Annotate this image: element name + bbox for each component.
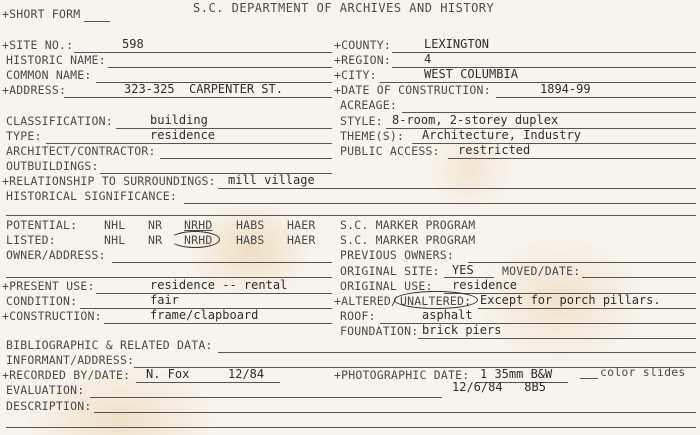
site-no-label: +SITE NO.: xyxy=(2,38,74,52)
unaltered-label: UNALTERED: xyxy=(400,294,472,308)
potential-nr: NR xyxy=(148,218,163,232)
potential-nrhd: NRHD xyxy=(184,218,213,232)
date-value: 1894-99 xyxy=(540,82,591,96)
listed-haer: HAER xyxy=(287,233,316,247)
architect-label: ARCHITECT/CONTRACTOR: xyxy=(6,144,156,158)
date-label: +DATE OF CONSTRUCTION: xyxy=(334,83,491,97)
public-access-label: PUBLIC ACCESS: xyxy=(340,144,440,158)
address-label: +ADDRESS: xyxy=(2,83,67,97)
architect-line xyxy=(160,158,332,159)
region-label: +REGION: xyxy=(334,53,391,67)
informant-label: INFORMANT/ADDRESS: xyxy=(6,353,135,367)
listed-nhl: NHL xyxy=(104,233,126,247)
moved-line xyxy=(582,277,696,278)
altered-note: Except for porch pillars. xyxy=(480,293,661,307)
recorded-line xyxy=(136,382,280,383)
type-label: TYPE: xyxy=(6,129,42,143)
address-value: 323-325 CARPENTER ST. xyxy=(124,82,283,96)
construction-value: frame/clapboard xyxy=(150,308,259,322)
outbuildings-label: OUTBUILDINGS: xyxy=(6,159,99,173)
marker-program-2: S.C. MARKER PROGRAM xyxy=(340,233,476,247)
historical-significance-label: HISTORICAL SIGNIFICANCE: xyxy=(6,189,177,203)
photo-value: 1 35mm B&W xyxy=(480,367,553,381)
form-header: S.C. DEPARTMENT OF ARCHIVES AND HISTORY xyxy=(193,1,495,15)
bibliographic-line xyxy=(218,352,696,353)
altered-prefix: +ALTERED/ xyxy=(334,294,399,308)
altered-line xyxy=(478,308,696,309)
original-use-label: ORIGINAL USE: xyxy=(340,279,433,293)
short-form-line xyxy=(84,21,110,22)
county-label: +COUNTY: xyxy=(334,38,391,52)
photo-label: +PHOTOGRAPHIC DATE: xyxy=(334,368,470,382)
relationship-line xyxy=(218,188,696,189)
site-no-line xyxy=(74,52,332,53)
listed-nr: NR xyxy=(148,233,163,247)
style-label: STYLE: xyxy=(340,114,383,128)
region-value: 4 xyxy=(424,52,432,66)
evaluation-line xyxy=(90,397,442,398)
public-access-line xyxy=(448,158,696,159)
foundation-label: FOUNDATION: xyxy=(340,324,419,338)
unaltered-circle xyxy=(394,291,478,309)
recorded-by-value: N. Fox xyxy=(146,367,190,381)
construction-line xyxy=(104,323,332,324)
site-no-value: 598 xyxy=(122,37,144,51)
original-site-value: YES xyxy=(452,263,474,277)
evaluation-label: EVALUATION: xyxy=(6,383,85,397)
type-value: residence xyxy=(150,128,216,142)
potential-habs: HABS xyxy=(236,218,265,232)
acreage-label: ACREAGE: xyxy=(340,98,397,112)
classification-value: building xyxy=(150,113,208,127)
previous-owners-label: PREVIOUS OWNERS: xyxy=(340,248,454,262)
color-slides-blank xyxy=(580,378,598,379)
relationship-value: mill village xyxy=(228,173,315,187)
short-form-label: +SHORT FORM xyxy=(2,7,81,21)
themes-label: THEME(S): xyxy=(340,129,405,143)
potential-nhl: NHL xyxy=(104,218,126,232)
date-line xyxy=(496,97,696,98)
previous-owners-line xyxy=(468,262,696,263)
owner-line xyxy=(112,262,332,263)
original-use-value: residence xyxy=(452,278,518,292)
listed-nrhd-circle xyxy=(170,231,220,248)
county-value: LEXINGTON xyxy=(424,37,490,51)
owner-label: OWNER/ADDRESS: xyxy=(6,248,106,262)
potential-haer: HAER xyxy=(287,218,316,232)
marker-program-1: S.C. MARKER PROGRAM xyxy=(340,218,476,232)
common-name-label: COMMON NAME: xyxy=(6,68,92,82)
description-line-2 xyxy=(6,427,696,428)
bibliographic-label: BIBLIOGRAPHIC & RELATED DATA: xyxy=(6,338,213,352)
condition-value: fair xyxy=(150,293,179,307)
historical-significance-line xyxy=(184,203,696,204)
address-line xyxy=(64,97,332,98)
public-access-value: restricted xyxy=(458,143,531,157)
classification-label: CLASSIFICATION: xyxy=(6,114,113,128)
relationship-label: +RELATIONSHIP TO SURROUNDINGS: xyxy=(2,174,216,188)
foundation-value: brick piers xyxy=(422,323,502,337)
foundation-line xyxy=(418,338,696,339)
potential-label: POTENTIAL: xyxy=(6,218,78,232)
description-label: DESCRIPTION: xyxy=(6,399,92,413)
recorded-label: +RECORDED BY/DATE: xyxy=(2,368,131,382)
significance-line-2 xyxy=(6,215,696,216)
color-slides-label: color slides xyxy=(600,365,686,379)
city-value: WEST COLUMBIA xyxy=(424,67,518,81)
description-line xyxy=(94,412,696,413)
listed-habs: HABS xyxy=(236,233,265,247)
present-use-value: residence -- rental xyxy=(150,278,288,292)
roof-value: asphalt xyxy=(422,308,473,322)
condition-label: CONDITION: xyxy=(6,294,78,308)
recorded-date-value: 12/84 xyxy=(228,367,265,381)
themes-line xyxy=(412,143,696,144)
present-use-label: +PRESENT USE: xyxy=(2,279,95,293)
themes-value: Architecture, Industry xyxy=(422,128,581,142)
style-value: 8-room, 2-storey duplex xyxy=(392,113,559,127)
historic-name-line xyxy=(108,67,332,68)
county-line xyxy=(392,52,696,53)
photo-date-value: 12/6/84 8B5 xyxy=(452,380,546,394)
present-use-line xyxy=(96,293,332,294)
historic-name-label: HISTORIC NAME: xyxy=(6,53,106,67)
original-site-label: ORIGINAL SITE: xyxy=(340,264,440,278)
moved-label: MOVED/DATE: xyxy=(502,264,581,278)
classification-line xyxy=(116,128,332,129)
listed-label: LISTED: xyxy=(6,233,56,247)
city-label: +CITY: xyxy=(334,68,377,82)
construction-label: +CONSTRUCTION: xyxy=(2,309,102,323)
roof-label: ROOF: xyxy=(340,309,376,323)
listed-nrhd: NRHD xyxy=(184,233,213,247)
